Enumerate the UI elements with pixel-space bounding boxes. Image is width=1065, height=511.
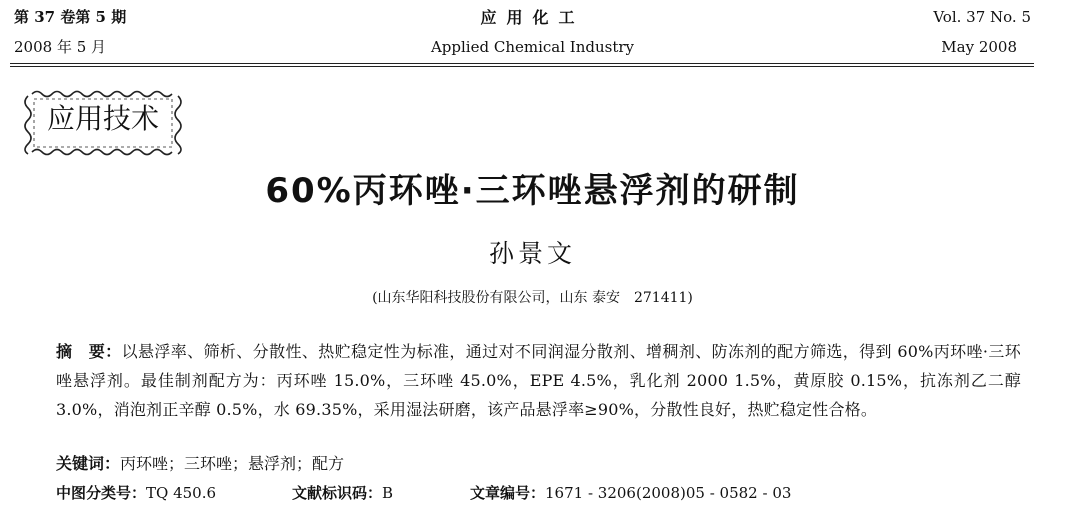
section-label: 应用技术 [46,102,159,135]
journal-date-cn: 2008 年 5 月 [14,38,107,56]
journal-date-en: May 2008 [941,38,1017,56]
abstract-label: 摘 要： [56,342,122,361]
keywords [56,456,344,472]
article-number-label: 文章编号： [470,484,546,502]
header-rule-bottom [10,66,1034,67]
journal-name-cn: 应用化工 [480,8,585,27]
journal-volume-en: Vol. 37 No. 5 [933,8,1031,26]
keywords-label: 关键词： [56,454,121,473]
document-code-value: B [382,484,394,502]
abstract [56,337,1021,424]
abstract-text: 以悬浮率、筛析、分散性、热贮稳定性为标准，通过对不同润湿分散剂、增稠剂、防冻剂的配方筛选，得到 60%丙环唑·三环唑悬浮剂。最佳制剂配方为：丙环唑 15.0%，三环唑 45.0%，EPE 4.5%，乳化剂 2000 1.5%，黄原胶 0.15%，抗冻剂乙二醇 3.0%，消泡剂正辛醇 0.5%，水 69.35%，采用湿法研磨，该产品悬浮率≥90%，分散性良好，热贮稳定性合格。 [56,342,1021,419]
clc-value: TQ 450.6 [146,484,217,502]
author-affiliation: (山东华阳科技股份有限公司，山东 泰安 271411) [372,290,693,306]
clc-label: 中图分类号： [56,484,147,502]
document-code-label: 文献标识码： [292,484,383,502]
clc-number [56,486,216,501]
article-number-value: 1671 - 3206(2008)05 - 0582 - 03 [545,484,792,502]
section-badge [18,88,188,158]
document-code [292,486,393,501]
journal-name-en: Applied Chemical Industry [430,38,635,56]
header-rule-top [10,63,1034,64]
keywords-text: 丙环唑；三环唑；悬浮剂；配方 [120,454,345,473]
journal-issue: 第 37 卷第 5 期 [14,8,127,26]
article-author: 孙景文 [488,239,576,268]
article-title: 60%丙环唑·三环唑悬浮剂的研制 [265,171,800,211]
article-number [470,486,791,501]
